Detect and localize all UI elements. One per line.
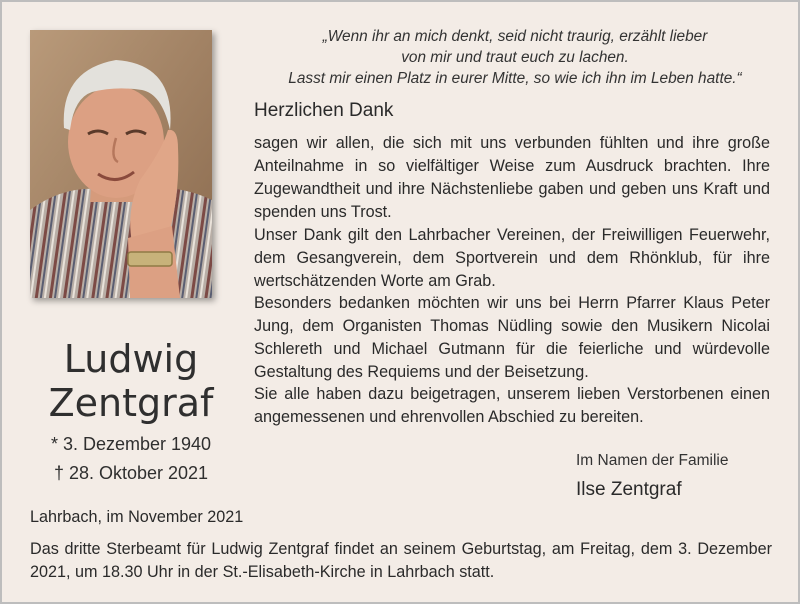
quote-line: „Wenn ihr an mich denkt, seid nicht traurig, erzählt lieber bbox=[322, 28, 708, 45]
thanks-paragraph: Unser Dank gilt den Lahrbacher Vereinen, der Freiwilligen Feuerwehr, dem Gesangverein, dem Sportverein und dem Rhönklub, für ihre wertschätzenden Worte am Grab. bbox=[254, 226, 770, 290]
signature-name: Ilse Zentgraf bbox=[576, 479, 682, 500]
footer-notice: Das dritte Sterbeamt für Ludwig Zentgraf findet an seinem Geburtstag, am Freitag, dem 3. Dezember 2021, um 18.30 Uhr in der St.-Elisabeth-Kirche in Lahrbach statt. bbox=[30, 540, 772, 581]
quote-line: von mir und traut euch zu lachen. bbox=[401, 49, 629, 66]
signature-line: Im Namen der Familie bbox=[576, 452, 729, 469]
death-date: † 28. Oktober 2021 bbox=[53, 463, 209, 483]
birth-date: * 3. Dezember 1940 bbox=[50, 434, 212, 454]
quote-line: Lasst mir einen Platz in eurer Mitte, so wie ich ihn im Leben hatte.“ bbox=[288, 70, 742, 87]
portrait-photo bbox=[30, 30, 212, 298]
place-date: Lahrbach, im November 2021 bbox=[30, 508, 244, 526]
thanks-paragraph: Besonders bedanken möchten wir uns bei Herrn Pfarrer Klaus Peter Jung, dem Organisten Thomas Nüdling sowie den Musikern Nicolai Schlereth und Michael Gutmann für die feierliche und würdevolle Gestaltung des Requiems und der Beisetzung. bbox=[254, 294, 770, 381]
deceased-last-name: Zentgraf bbox=[48, 381, 214, 425]
thanks-heading: Herzlichen Dank bbox=[254, 100, 394, 121]
quote bbox=[252, 26, 778, 89]
thanks-paragraph: sagen wir allen, die sich mit uns verbunden fühlten und ihre große Anteilnahme in so vielfältiger Weise zum Ausdruck brachten. Ihre Zugewandtheit und ihre Nächstenliebe gaben und geben uns Kraft und spenden uns Trost. bbox=[254, 134, 770, 221]
thanks-paragraph: Sie alle haben dazu beigetragen, unserem lieben Verstorbenen einen angemessenen und ehrenvollen Abschied zu bereiten. bbox=[254, 385, 770, 426]
deceased-first-name: Ludwig bbox=[63, 337, 199, 381]
